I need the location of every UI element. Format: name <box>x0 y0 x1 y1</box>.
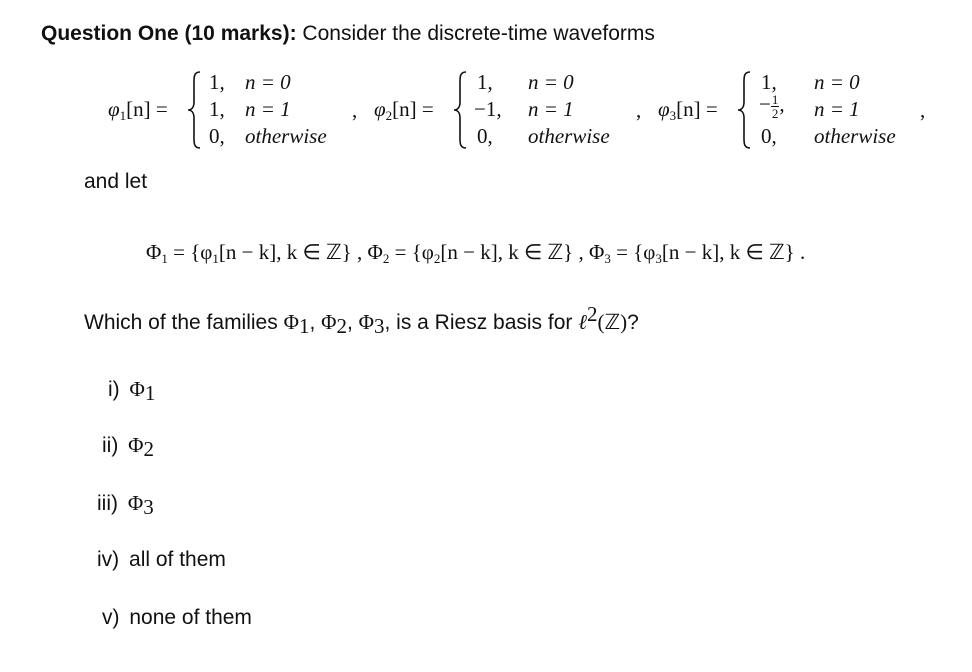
phi1-case-2-value: 0, <box>209 124 225 148</box>
phi3-case-0-value: 1, <box>761 70 777 94</box>
phi3-brace <box>736 70 752 150</box>
phi2-lhs <box>374 97 434 122</box>
phi2-case-1-cond: n = 1 <box>528 97 574 121</box>
separator-3: , <box>920 98 926 122</box>
phi1-case-1-value: 1, <box>209 97 225 121</box>
phi2-sub: 2 <box>385 108 393 123</box>
families-equation <box>146 240 805 265</box>
family-3: $\Phi_3 = \{\varphi_3[n - k]$, k ∈ ℤ} . <box>589 240 806 266</box>
phi3-case-0-cond: n = 0 <box>814 70 860 94</box>
option-symbol: Φ <box>129 377 145 401</box>
phi3-case-1-cond: n = 1 <box>814 97 860 121</box>
phi3-sub: 3 <box>669 108 677 123</box>
phi2-case-2-value: 0, <box>477 124 493 148</box>
separator-2: , <box>636 98 642 122</box>
option-label: i) <box>108 378 120 401</box>
option-label: v) <box>102 606 120 629</box>
separator-1: , <box>352 98 358 122</box>
option-symbol: Φ <box>128 433 144 457</box>
phi3-case-2-cond: otherwise <box>814 124 896 148</box>
question-title: Question One (10 marks): <box>41 22 297 45</box>
phi3-lhs <box>658 97 718 122</box>
phi1-case-0-cond: n = 0 <box>245 70 291 94</box>
phi2-case-0-cond: n = 0 <box>528 70 574 94</box>
phi3-arg: [n] = <box>676 97 718 121</box>
phi3-symbol: φ <box>658 97 670 121</box>
option-iii[interactable]: iii) $\Phi_3$ <box>97 491 154 519</box>
phi3-case-1-sign: − <box>759 92 771 116</box>
option-label: ii) <box>102 434 119 457</box>
and-let-text: and let <box>84 170 148 193</box>
phi2-case-0-value: 1, <box>477 70 493 94</box>
phi1-case-2-cond: otherwise <box>245 124 327 148</box>
option-symbol: Φ <box>127 491 144 515</box>
option-text: none of them <box>129 606 252 629</box>
phi1-sub: 1 <box>119 108 127 123</box>
phi1-lhs <box>108 97 168 122</box>
phi2-brace <box>452 70 468 150</box>
option-text: all of them <box>129 548 226 571</box>
option-label: iii) <box>97 492 118 515</box>
family-2: $\Phi_2 = \{\varphi_2[n - k]$, k ∈ ℤ} , <box>367 240 584 266</box>
family-1: $\Phi_1 = \{\varphi_1[n - k]$, k ∈ ℤ} , <box>146 240 363 266</box>
phi2-case-1-value: −1, <box>474 97 502 121</box>
fraction-numerator: 1 <box>771 91 779 107</box>
phi1-case-0-value: 1, <box>209 70 225 94</box>
option-i[interactable]: i) $\Phi_1$ <box>108 377 156 405</box>
option-iv[interactable] <box>97 548 226 572</box>
option-label: iv) <box>97 548 120 571</box>
phi1-arg: [n] = <box>126 97 168 121</box>
question-heading-line <box>41 22 655 46</box>
fraction-denominator: 2 <box>771 105 779 121</box>
question-intro: Consider the discrete-time waveforms <box>302 22 655 45</box>
phi2-arg: [n] = <box>392 97 434 121</box>
phi1-brace <box>186 70 202 150</box>
phi3-case-2-value: 0, <box>761 124 777 148</box>
option-v[interactable] <box>102 606 252 630</box>
phi1-symbol: φ <box>108 97 120 121</box>
phi2-case-2-cond: otherwise <box>528 124 610 148</box>
phi2-symbol: φ <box>374 97 386 121</box>
option-ii[interactable]: ii) $\Phi_2$ <box>102 433 155 461</box>
phi3-case-1-value <box>759 92 785 120</box>
phi3-case-1-comma: , <box>779 92 785 116</box>
question-prompt: Which of the families $\Phi_1$, $\Phi_2$, $\Phi_3$, is a Riesz basis for ℓ$^2$(ℤ)? <box>84 302 639 338</box>
phi1-case-1-cond: n = 1 <box>245 97 291 121</box>
